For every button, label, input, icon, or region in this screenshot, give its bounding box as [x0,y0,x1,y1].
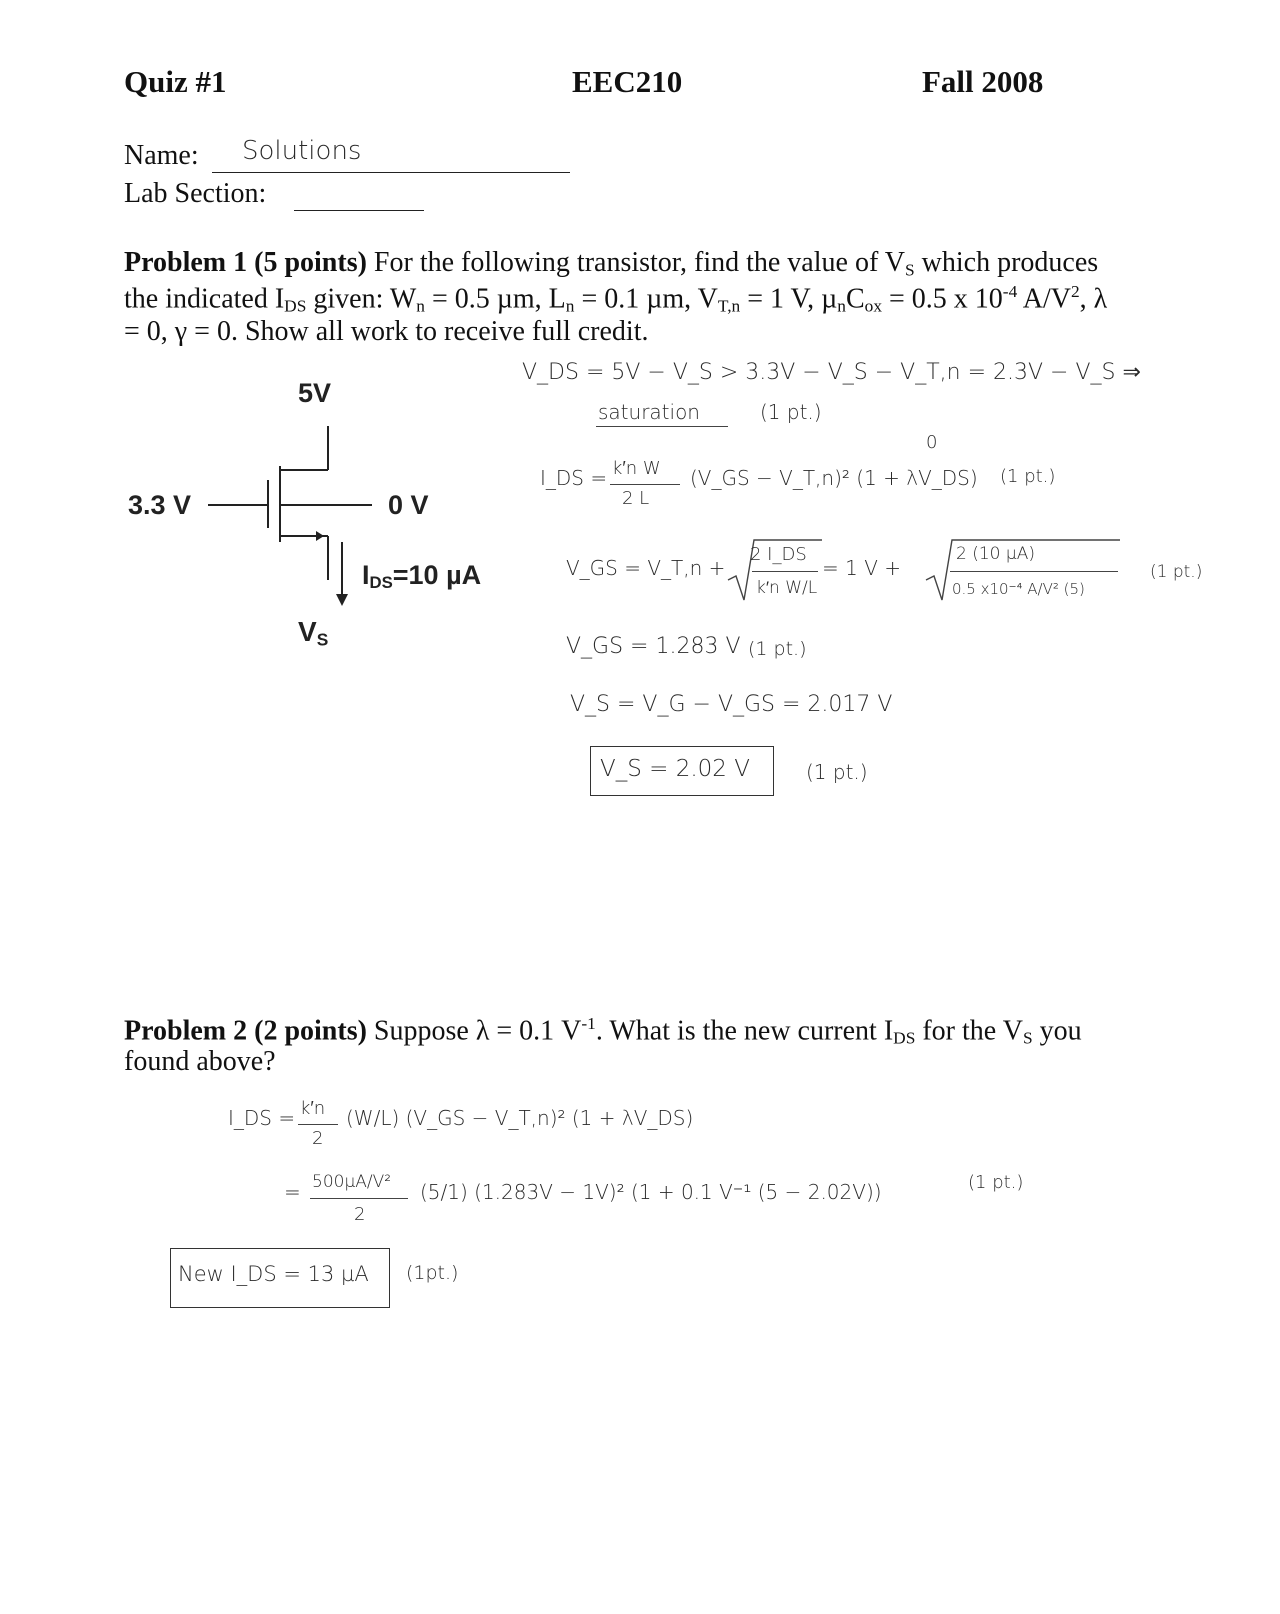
solution1-sqrt1-denominator: k′n W/L [756,578,818,598]
course-code: EEC210 [572,64,683,99]
solution1-ids-denominator: 2 L [622,488,650,509]
solution2-ids-fraction-bar [298,1124,338,1125]
source-arrow-icon [316,531,324,541]
solution2-kn-fraction-bar [310,1198,408,1199]
solution1-saturation: saturation [598,400,700,424]
name-underline [212,172,570,173]
solution1-ids-numerator: k′n W [612,458,661,479]
solution2-ids-denominator: 2 [312,1128,324,1149]
term: Fall 2008 [922,64,1044,99]
solution2-ids-rhs: (W/L) (V_GS − V_T,n)² (1 + λV_DS) [346,1106,694,1130]
solution1-vs-calc: V_S = V_G − V_GS = 2.017 V [570,692,893,717]
solution1-vgs-result-points: (1 pt.) [748,638,807,660]
solution2-equals: = [284,1180,301,1204]
body-voltage-label: 0 V [388,490,429,520]
solution1-sqrt2-denominator: 0.5 x10⁻⁴ A/V² (5) [952,580,1085,598]
saturation-underline [596,426,728,427]
solution1-vgs-result: V_GS = 1.283 V [566,634,741,659]
lab-label: Lab Section: [124,178,267,209]
solution1-vgs-points: (1 pt.) [1150,562,1203,582]
problem2-line2: found above? [124,1046,276,1077]
solution1-answer-points: (1 pt.) [806,760,868,784]
solution1-sqrt1-fraction-bar [752,571,818,572]
drain-voltage-label: 5V [298,378,332,408]
solution1-ids-rhs: (V_GS − V_T,n)² (1 + λV_DS) [690,466,978,490]
solution1-vds-condition: V_DS = 5V − V_S > 3.3V − V_S − V_T,n = 2.3V − V_S ⇒ [522,360,1141,385]
solution2-answer: New I_DS = 13 µA [178,1262,369,1286]
solution1-sqrt2-fraction-bar [950,571,1118,572]
problem1-line1: Problem 1 (5 points) For the following transistor, find the value of $V_S$ which produces [124,247,1099,280]
solution1-lambda-zero: 0 [926,432,938,453]
solution2-ids-numerator: k′n [300,1098,326,1119]
problem1-line3: = 0, γ = 0. Show all work to receive full credit. [124,316,649,347]
current-label: $I_{DS}=10$ µA [362,560,482,593]
solution1-answer: V_S = 2.02 V [600,756,750,782]
solution1-ids-lhs: I_DS = [540,466,608,490]
solution1-vgs-mid: = 1 V + [822,556,901,580]
solution2-answer-points: (1pt.) [406,1262,459,1284]
problem1-title: Problem 1 (5 points) [124,247,367,278]
current-arrow-icon [336,594,348,606]
name-value: Solutions [242,136,362,166]
solution2-ids-lhs: I_DS = [228,1106,296,1130]
solution1-sqrt2-numerator: 2 (10 µA) [956,544,1035,564]
solution2-kn-value: 500µA/V² [312,1172,392,1192]
problem2-title: Problem 2 (2 points) [124,1015,367,1047]
source-voltage-label: $V_S$ [298,616,329,650]
problem2-line1: Problem 2 (2 points) Suppose λ = 0.1 $V^{-1}$. What is the new current $I_{DS}$ for the $V_S$ you [124,1014,1082,1048]
lab-underline [294,210,424,211]
solution2-substitution-points: (1 pt.) [968,1172,1024,1193]
solution1-ids-fraction-bar [610,484,680,485]
problem1-line2: the indicated $I_{DS}$ given: $W_n = 0.5$ µm, $L_n = 0.1$ µm, $V_{T,n} = 1$ V, $\mu_nC_{ox} = 0.5$ x $10^{-4}$ $A/V^2$, λ [124,282,1108,316]
solution2-substitution: (5/1) (1.283V − 1V)² (1 + 0.1 V⁻¹ (5 − 2.02V)) [420,1180,882,1204]
solution1-saturation-points: (1 pt.) [760,400,822,424]
gate-voltage-label: 3.3 V [128,490,192,520]
quiz-number: Quiz #1 [124,64,227,99]
solution2-kn-denominator: 2 [354,1204,366,1225]
name-label: Name: [124,140,199,171]
solution1-vgs-lhs: V_GS = V_T,n + [566,556,726,580]
solution1-sqrt1-numerator: 2 I_DS [750,544,807,565]
solution1-ids-points: (1 pt.) [1000,466,1056,487]
